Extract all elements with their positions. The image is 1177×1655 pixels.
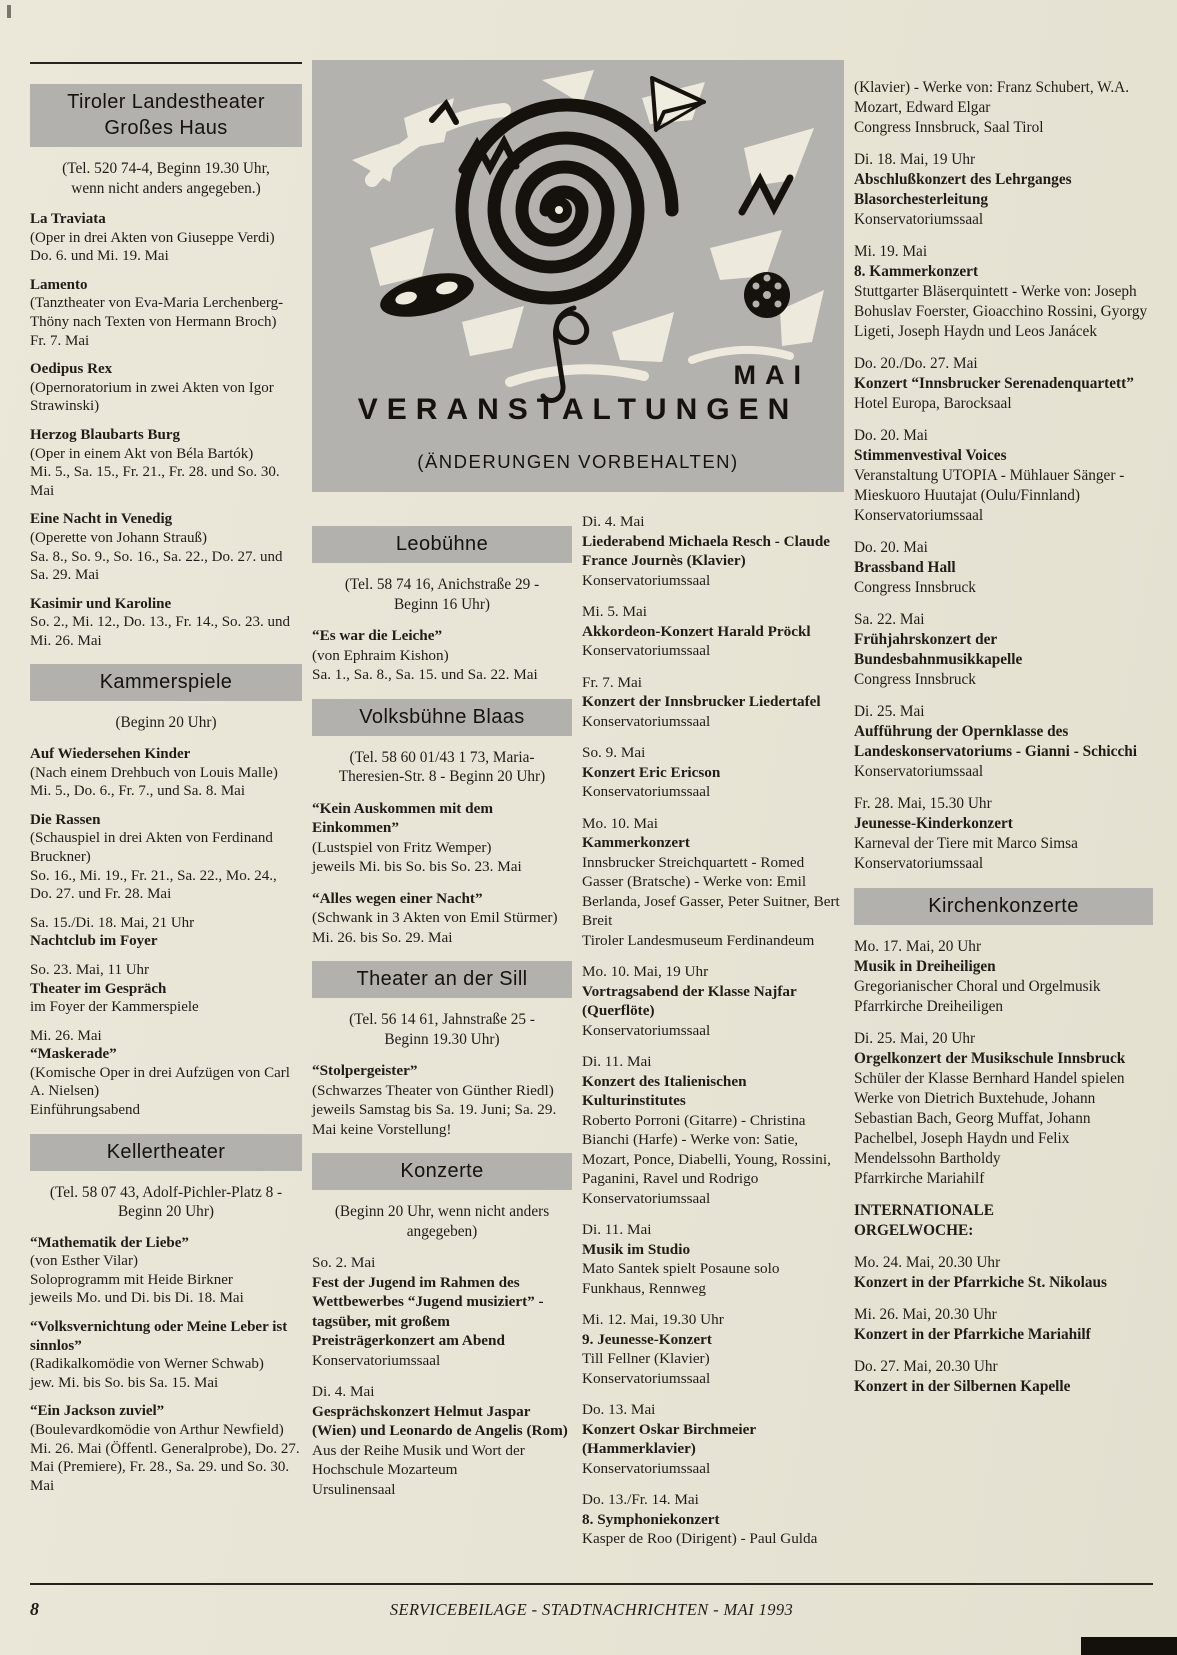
event-line: So. 16., Mi. 19., Fr. 21., Sa. 22., Mo. 24., Do. 27. und Fr. 28. Mai <box>30 867 277 903</box>
event-entry <box>582 1052 844 1208</box>
column-theater <box>30 60 302 1561</box>
section-note: (Tel. 56 14 61, Jahnstraße 25 - Beginn 19.30 Uhr) <box>349 1011 535 1048</box>
event-line: Mi. 5., Sa. 15., Fr. 21., Fr. 28. und So. 30. Mai <box>30 464 280 499</box>
event-line: So. 9. Mai <box>582 744 646 761</box>
event-line: Konservatoriumssaal <box>854 855 984 872</box>
event-line: (Radikalkomödie von Werner Schwab) <box>30 1356 264 1373</box>
event-title: “Volksvernichtung oder Meine Leber ist sinnlos” <box>30 1319 288 1354</box>
event-entry <box>30 961 302 1017</box>
event-line: (Oper in einem Akt von Béla Bartók) <box>30 445 254 462</box>
event-line: Hotel Europa, Barocksaal <box>854 395 1012 412</box>
event-line: (Klavier) - Werke von: Franz Schubert, W.A. Mozart, Edward Elgar <box>854 79 1130 116</box>
section-note: (Tel. 520 74-4, Beginn 19.30 Uhr, wenn nicht anders angegeben.) <box>62 160 270 197</box>
event-line: Mi. 26. Mai (Öffentl. Generalprobe), Do. 27. Mai (Premiere), Fr. 28., Sa. 29. und So. 30. Mai <box>30 1440 300 1494</box>
event-line: Sa. 22. Mai <box>854 611 925 628</box>
event-line: Roberto Porroni (Gitarre) - Christina Bianchi (Harfe) - Werke von: Satie, Mozart, Ponce, Diabelli, Young, Rossini, Paganini, Ravel und Rodrigo <box>582 1111 831 1187</box>
event-line: Sa. 15./Di. 18. Mai, 21 Uhr <box>30 914 195 931</box>
event-line: Congress Innsbruck <box>854 579 976 596</box>
event-line: (Schwarzes Theater von Günther Riedl) <box>312 1081 554 1099</box>
event-line: (von Ephraim Kishon) <box>312 646 449 664</box>
event-entry <box>854 1357 1153 1397</box>
event-title: 9. Jeunesse-Konzert <box>582 1330 712 1348</box>
event-line: Stuttgarter Bläserquintett - Werke von: Joseph Bohuslav Foerster, Gioacchino Rossini, Gyorgy Ligeti, Joseph Haydn und Leos Janácek <box>854 283 1148 340</box>
event-entry <box>854 794 1153 874</box>
event-line: (von Esther Vilar) <box>30 1253 138 1270</box>
event-title: INTERNATIONALE <box>854 1202 994 1219</box>
event-line: (Operette von Johann Strauß) <box>30 529 208 546</box>
event-title: Abschlußkonzert des Lehrganges Blasorchesterleitung <box>854 171 1072 208</box>
event-title: Konzert in der Pfarrkiche St. Nikolaus <box>854 1274 1107 1291</box>
event-entry <box>854 702 1153 782</box>
column-concerts-right <box>854 60 1153 1561</box>
event-line: Innsbrucker Streichquartett - Romed Gasser (Bratsche) - Werke von: Emil Berlanda, Josef Gasser, Peter Suitner, Bert Breit <box>582 853 840 929</box>
event-entry <box>854 426 1153 526</box>
event-title: Konzert der Innsbrucker Liedertafel <box>582 693 821 710</box>
event-entry <box>582 743 844 802</box>
event-entry <box>30 1234 302 1308</box>
event-entry <box>582 1220 844 1298</box>
event-entry <box>30 426 302 500</box>
event-line: Pfarrkirche Dreiheiligen <box>854 998 1004 1015</box>
event-line: Sa. 8., So. 9., So. 16., Sa. 22., Do. 27. und Sa. 29. Mai <box>30 548 283 584</box>
event-title: Vortragsabend der Klasse Najfar (Querflöte) <box>582 982 797 1019</box>
column-concerts <box>582 512 844 1561</box>
event-title: Konzert in der Pfarrkiche Mariahilf <box>854 1326 1091 1343</box>
footer-rule <box>30 1583 1153 1585</box>
event-line: Gregorianischer Choral und Orgelmusik <box>854 978 1101 995</box>
event-title: Aufführung der Opernklasse des Landeskonservatoriums - Gianni - Schicchi <box>854 723 1138 760</box>
event-line: (Lustspiel von Fritz Wemper) <box>312 838 492 856</box>
event-line: Soloprogramm mit Heide Birkner <box>30 1271 233 1288</box>
event-entry <box>582 602 844 661</box>
event-line: Do. 20./Do. 27. Mai <box>854 355 978 372</box>
event-line: Konservatoriumssaal <box>582 783 711 800</box>
event-line: Fr. 7. Mai <box>582 673 642 691</box>
event-line: Till Fellner (Klavier) <box>582 1350 710 1367</box>
event-entry <box>30 1027 302 1120</box>
event-title: “Stolpergeister” <box>312 1062 418 1079</box>
event-title: Musik im Studio <box>582 1240 691 1258</box>
event-line: Congress Innsbruck <box>854 671 976 688</box>
event-line: (Schauspiel in drei Akten von Ferdinand Bruckner) <box>30 830 273 865</box>
event-line: Mi. 5., Do. 6., Fr. 7., und Sa. 8. Mai <box>30 783 246 800</box>
event-line: im Foyer der Kammerspiele <box>30 999 199 1016</box>
event-line: Konservatoriumssaal <box>854 211 984 228</box>
event-line: Konservatoriumssaal <box>582 1369 711 1387</box>
event-entry <box>854 610 1153 690</box>
section-header-theater-an-der-sill <box>312 961 572 998</box>
event-line: Di. 4. Mai <box>312 1383 375 1400</box>
event-title: Stimmenvestival Voices <box>854 447 1007 464</box>
event-entry <box>854 1029 1153 1189</box>
event-line: Ursulinensaal <box>312 1480 396 1498</box>
event-line: Di. 18. Mai, 19 Uhr <box>854 151 976 168</box>
event-entry <box>312 626 572 685</box>
event-entry <box>312 799 572 877</box>
footer-caption: SERVICEBEILAGE - STADTNACHRICHTEN - MAI 1993 <box>389 1600 794 1619</box>
event-line: (Boulevardkomödie von Arthur Newfield) <box>30 1422 284 1438</box>
event-line: Do. 13./Fr. 14. Mai <box>582 1491 699 1508</box>
section-note: (Beginn 20 Uhr) <box>115 714 217 732</box>
event-entry <box>30 745 302 801</box>
event-entry <box>30 1318 302 1392</box>
event-line: jeweils Mo. und Di. bis Di. 18. Mai <box>30 1290 244 1307</box>
event-line: Aus der Reihe Musik und Wort der Hochschule Mozarteum <box>312 1441 525 1478</box>
event-entry <box>854 1305 1153 1345</box>
event-title: Oedipus Rex <box>30 361 113 378</box>
event-line: Di. 25. Mai <box>854 703 925 720</box>
event-entry <box>30 276 302 350</box>
event-title: Brassband Hall <box>854 559 956 576</box>
event-title: Auf Wiedersehen Kinder <box>30 745 191 762</box>
event-line: Fr. 7. Mai <box>30 332 90 349</box>
event-title: Nachtclub im Foyer <box>30 933 158 950</box>
white-brush-stroke <box>510 369 644 382</box>
event-line: (Opernoratorium in zwei Akten von Igor Strawinski) <box>30 379 274 415</box>
event-title: Fest der Jugend im Rahmen des Wettbewerbes “Jugend musiziert” - tagsüber, mit großem Preisträgerkonzert am Abend <box>312 1273 544 1349</box>
event-entry <box>582 1310 844 1388</box>
treble-clef-icon <box>543 308 587 401</box>
section-header-kirchenkonzerte <box>854 888 1153 925</box>
event-line: Konservatoriumssaal <box>854 763 984 780</box>
top-rule <box>30 62 302 64</box>
event-line: jeweils Samstag bis Sa. 19. Juni; Sa. 29. Mai keine Vorstellung! <box>312 1101 557 1138</box>
event-entry <box>582 512 844 590</box>
event-title: Kammerkonzert <box>582 834 690 851</box>
event-entry <box>30 811 302 904</box>
section-header-kammerspiele <box>30 664 302 701</box>
content-grid <box>30 60 1153 1561</box>
event-entry <box>312 1253 572 1370</box>
section-header-text: Konzerte <box>400 1160 484 1182</box>
event-line: Mi. 19. Mai <box>854 243 928 260</box>
event-title: “Es war die Leiche” <box>312 627 443 644</box>
section-note: (Tel. 58 60 01/43 1 73, Maria- Theresien-Str. 8 - Beginn 20 Uhr) <box>338 748 546 785</box>
event-title: Konzert in der Silbernen Kapelle <box>854 1378 1071 1395</box>
event-entry <box>854 242 1153 342</box>
event-title: Theater im Gespräch <box>30 980 167 997</box>
event-entry <box>30 914 302 951</box>
section-header-text: Kirchenkonzerte <box>928 895 1079 917</box>
event-line: Mo. 10. Mai <box>582 814 658 832</box>
section-header-leobühne <box>312 526 572 563</box>
event-entry <box>312 1382 572 1499</box>
event-entry <box>30 210 302 266</box>
event-line: Do. 27. Mai, 20.30 Uhr <box>854 1358 998 1375</box>
event-title: Musik in Dreiheiligen <box>854 958 996 975</box>
event-title: Konzert “Innsbrucker Serenadenquartett” <box>854 375 1134 392</box>
event-line: Konservatoriumssaal <box>312 1351 441 1369</box>
event-entry <box>854 354 1153 414</box>
banner-month: MAI <box>733 360 810 390</box>
event-line: (Oper in drei Akten von Giuseppe Verdi) <box>30 229 275 246</box>
event-line: Konservatoriumssaal <box>582 712 711 730</box>
event-line: Pfarrkirche Mariahilf <box>854 1170 985 1187</box>
event-line: So. 2., Mi. 12., Do. 13., Fr. 14., So. 23. und Mi. 26. Mai <box>30 614 291 649</box>
section-header-text: Leobühne <box>395 533 489 555</box>
page-number: 8 <box>30 1599 39 1619</box>
event-title: Orgelkonzert der Musikschule Innsbruck <box>854 1050 1126 1067</box>
section-header-tiroler-landestheater-großes-haus <box>30 84 302 147</box>
event-title: Konzert Eric Ericson <box>582 763 721 781</box>
event-title: Die Rassen <box>30 811 101 828</box>
event-line: Schüler der Klasse Bernhard Handel spielen Werke von Dietrich Buxtehude, Johann Sebastian Bach, Georg Muffat, Johann Pachelbel, Joseph Haydn und Felix Mendelssohn Bartholdy <box>854 1070 1125 1167</box>
event-line: Konservatoriumssaal <box>582 571 711 589</box>
event-title: Lamento <box>30 276 88 293</box>
event-title: Eine Nacht in Venedig <box>30 511 173 528</box>
event-entry <box>854 78 1153 138</box>
event-title: Herzog Blaubarts Burg <box>30 426 180 443</box>
event-entry <box>854 937 1153 1017</box>
event-title: “Ein Jackson zuviel” <box>30 1403 165 1420</box>
event-entry <box>854 1201 1153 1241</box>
event-line: Mato Santek spielt Posaune solo <box>582 1260 780 1277</box>
event-line: Mi. 26. Mai, 20.30 Uhr <box>854 1306 997 1323</box>
event-line: Kasper de Roo (Dirigent) - Paul Gulda <box>582 1530 818 1547</box>
event-entry <box>312 889 572 948</box>
column-stages <box>312 512 572 1561</box>
event-entry <box>30 360 302 416</box>
event-title: “Maskerade” <box>30 1046 117 1063</box>
event-title: Liederabend Michaela Resch - Claude France Journès (Klavier) <box>582 532 831 569</box>
event-line: Veranstaltung UTOPIA - Mühlauer Sänger - Mieskuoro Huutajat (Oulu/Finnland) <box>854 467 1125 504</box>
event-line: (Komische Oper in drei Aufzügen von Carl A. Nielsen) <box>30 1064 290 1100</box>
event-line: Sa. 1., Sa. 8., Sa. 15. und Sa. 22. Mai <box>312 666 538 683</box>
event-title: Konzert Oskar Birchmeier (Hammerklavier) <box>582 1420 756 1457</box>
event-title: Kasimir und Karoline <box>30 595 172 612</box>
event-entry <box>30 595 302 651</box>
event-title: ORGELWOCHE: <box>854 1222 974 1239</box>
section-note: (Beginn 20 Uhr, wenn nicht anders angegeben) <box>334 1203 550 1240</box>
dotted-ball-icon <box>744 272 790 318</box>
event-title: Konzert des Italienischen Kulturinstitutes <box>582 1072 747 1109</box>
event-entry <box>582 814 844 951</box>
banner-artwork <box>312 60 844 492</box>
event-line: Di. 4. Mai <box>582 513 645 530</box>
event-line: Di. 11. Mai <box>582 1053 652 1070</box>
event-title: Gesprächskonzert Helmut Jaspar (Wien) und Leonardo de Angelis (Rom) <box>312 1402 568 1439</box>
event-line: Mo. 24. Mai, 20.30 Uhr <box>854 1254 1001 1271</box>
event-entry <box>312 1061 572 1139</box>
event-line: Mo. 10. Mai, 19 Uhr <box>582 963 709 980</box>
event-title: Akkordeon-Konzert Harald Pröckl <box>582 622 811 640</box>
event-line: Einführungsabend <box>30 1102 140 1119</box>
event-line: So. 23. Mai, 11 Uhr <box>30 961 150 978</box>
abstract-art <box>312 60 844 492</box>
event-line: Mi. 26. bis So. 29. Mai <box>312 928 453 946</box>
event-entry <box>30 1402 302 1495</box>
white-brush-stroke <box>692 350 790 360</box>
event-entry <box>582 1490 844 1549</box>
event-entry <box>854 1253 1153 1293</box>
event-line: Fr. 28. Mai, 15.30 Uhr <box>854 795 992 812</box>
section-header-text: Volksbühne Blaas <box>359 705 525 728</box>
event-line: jew. Mi. bis So. bis Sa. 15. Mai <box>30 1374 219 1391</box>
section-note: (Tel. 58 07 43, Adolf-Pichler-Platz 8 - Beginn 20 Uhr) <box>49 1183 283 1221</box>
spiral-center-dot <box>555 206 563 214</box>
event-line: Karneval der Tiere mit Marco Simsa <box>854 835 1078 852</box>
event-line: Do. 20. Mai <box>854 539 928 556</box>
event-line: Di. 25. Mai, 20 Uhr <box>854 1030 976 1047</box>
event-title: “Alles wegen einer Nacht” <box>312 889 483 907</box>
event-line: Do. 6. und Mi. 19. Mai <box>30 248 169 265</box>
event-line: Konservatoriumssaal <box>582 1189 711 1207</box>
event-line: Konservatoriumssaal <box>582 1021 711 1039</box>
event-title: “Kein Auskommen mit dem Einkommen” <box>312 799 493 836</box>
event-entry <box>582 1400 844 1478</box>
event-line: So. 2. Mai <box>312 1254 376 1271</box>
event-title: Frühjahrskonzert der Bundesbahnmusikkapelle <box>854 631 1023 668</box>
event-line: Mo. 17. Mai, 20 Uhr <box>854 938 982 955</box>
section-header-text: Kammerspiele <box>99 671 233 694</box>
banner-subtitle: (ÄNDERUNGEN VORBEHALTEN) <box>417 451 739 472</box>
event-line: Konservatoriumssaal <box>854 507 984 524</box>
section-note: (Tel. 58 74 16, Anichstraße 29 - Beginn 16 Uhr) <box>344 576 540 613</box>
event-line: Do. 20. Mai <box>854 427 928 444</box>
section-header-konzerte <box>312 1153 572 1190</box>
event-line: Konservatoriumssaal <box>582 642 711 659</box>
event-line: (Schwank in 3 Akten von Emil Stürmer) <box>312 909 558 926</box>
event-title: La Traviata <box>30 211 106 227</box>
event-entry <box>582 962 844 1040</box>
section-header-text: Tiroler Landestheater <box>67 91 265 113</box>
event-line: Mi. 12. Mai, 19.30 Uhr <box>582 1311 724 1328</box>
event-line: jeweils Mi. bis So. bis So. 23. Mai <box>312 858 522 875</box>
banner-title: VERANSTALTUNGEN <box>357 393 799 426</box>
event-title: Jeunesse-Kinderkonzert <box>854 815 1013 832</box>
event-entry <box>854 538 1153 598</box>
event-entry <box>854 150 1153 230</box>
event-line: (Tanztheater von Eva-Maria Lerchenberg-Thöny nach Texten von Hermann Broch) <box>30 295 284 330</box>
event-line: Funkhaus, Rennweg <box>582 1279 707 1297</box>
corner-print-bar <box>1081 1637 1177 1655</box>
event-title: “Mathematik der Liebe” <box>30 1234 189 1251</box>
scan-artifact <box>7 5 11 18</box>
section-header-text: Großes Haus <box>104 117 228 139</box>
event-line: Congress Innsbruck, Saal Tirol <box>854 119 1044 136</box>
event-title: 8. Symphoniekonzert <box>582 1510 720 1528</box>
section-header-kellertheater <box>30 1134 302 1171</box>
section-header-text: Kellertheater <box>106 1140 226 1163</box>
event-line: Tiroler Landesmuseum Ferdinandeum <box>582 931 815 949</box>
section-header-text: Theater an der Sill <box>356 968 528 990</box>
event-line: Do. 13. Mai <box>582 1401 656 1418</box>
event-line: Mi. 5. Mai <box>582 603 647 620</box>
event-title: 8. Kammerkonzert <box>854 263 979 280</box>
event-entry <box>30 510 302 584</box>
event-entry <box>582 673 844 732</box>
event-line: Mi. 26. Mai <box>30 1027 102 1044</box>
footer <box>30 1599 1153 1627</box>
section-header-volksbühne-blaas <box>312 699 572 736</box>
event-line: (Nach einem Drehbuch von Louis Malle) <box>30 764 278 781</box>
event-line: Di. 11. Mai <box>582 1221 652 1238</box>
event-line: Konservatoriumssaal <box>582 1459 711 1477</box>
